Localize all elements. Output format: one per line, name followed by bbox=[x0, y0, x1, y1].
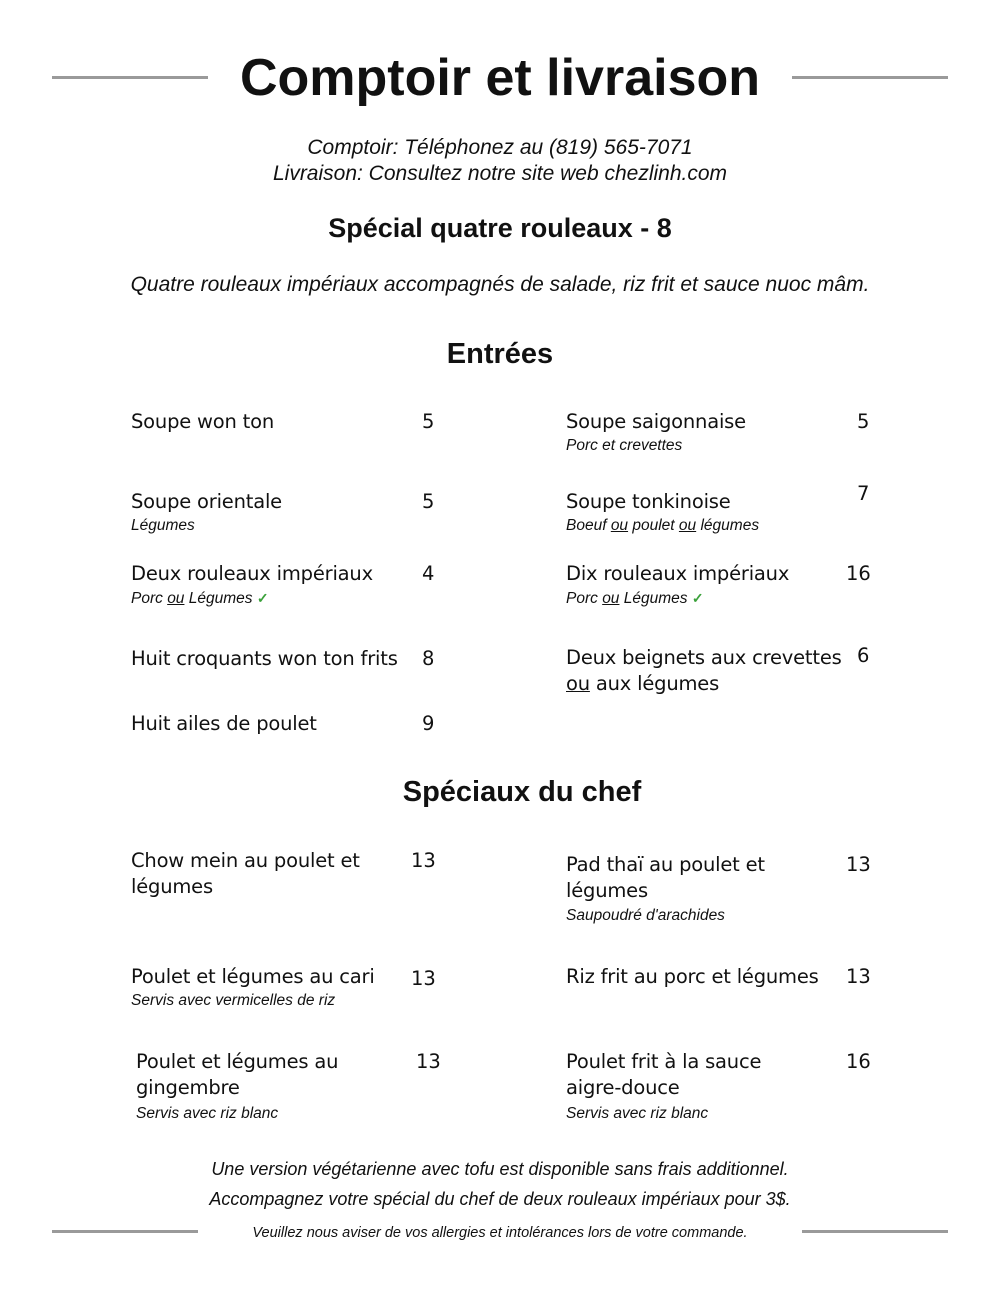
description-part: poulet bbox=[628, 517, 679, 534]
name-line: légumes bbox=[566, 879, 648, 902]
description-part: Porc bbox=[131, 590, 168, 607]
description-part: Légumes bbox=[619, 590, 688, 607]
name-line: gingembre bbox=[136, 1076, 240, 1099]
special-title: Spécial quatre rouleaux - 8 bbox=[328, 213, 672, 243]
menu-item-price: 13 bbox=[416, 1050, 441, 1073]
name-line: Deux beignets aux crevettes bbox=[566, 646, 842, 669]
menu-item-name bbox=[566, 645, 842, 697]
name-line: aigre-douce bbox=[566, 1076, 680, 1099]
entrees-heading: Entrées bbox=[446, 338, 554, 370]
menu-item-name bbox=[566, 852, 765, 904]
footer-vegetarian-note: Une version végétarienne avec tofu est disponible sans frais additionnel. bbox=[211, 1159, 789, 1179]
menu-item-name bbox=[136, 1049, 338, 1101]
menu-item-name: Soupe orientale bbox=[131, 490, 282, 513]
phone-line: Comptoir: Téléphonez au (819) 565-7071 bbox=[307, 136, 693, 159]
menu-item-description bbox=[131, 588, 269, 609]
menu-item-name: Soupe won ton bbox=[131, 410, 275, 433]
description-part: Porc bbox=[566, 590, 603, 607]
menu-item-price: 4 bbox=[422, 562, 435, 585]
menu-item-price: 13 bbox=[846, 965, 871, 988]
menu-item-price: 13 bbox=[411, 849, 436, 872]
name-line: légumes bbox=[131, 875, 213, 898]
vegetarian-leaf-icon: ✓ bbox=[256, 590, 269, 606]
vegetarian-leaf-icon: ✓ bbox=[691, 590, 704, 606]
or-underlined: ou bbox=[610, 517, 629, 534]
or-underlined: ou bbox=[566, 672, 590, 695]
menu-item-description bbox=[566, 516, 759, 536]
name-line: Poulet et légumes au bbox=[136, 1050, 339, 1073]
menu-item-price: 6 bbox=[857, 644, 870, 667]
description-part: légumes bbox=[696, 517, 760, 534]
menu-item-name: Riz frit au porc et légumes bbox=[566, 965, 819, 988]
name-line: Pad thaï au poulet et bbox=[566, 853, 765, 876]
description-part: Légumes bbox=[184, 590, 253, 607]
menu-item-price: 16 bbox=[846, 562, 871, 585]
menu-item-name bbox=[131, 848, 360, 900]
menu-item-description: Servis avec riz blanc bbox=[136, 1105, 279, 1122]
menu-item-name: Deux rouleaux impériaux bbox=[131, 562, 373, 585]
name-line: Chow mein au poulet et bbox=[131, 849, 360, 872]
description-part: Boeuf bbox=[566, 517, 611, 534]
name-line: Poulet frit à la sauce bbox=[566, 1050, 762, 1073]
menu-item-price: 13 bbox=[411, 967, 436, 990]
menu-item-description: Servis avec vermicelles de riz bbox=[131, 992, 336, 1009]
menu-item-description: Saupoudré d'arachides bbox=[566, 907, 725, 924]
footer-addon-note: Accompagnez votre spécial du chef de deux rouleaux impériaux pour 3$. bbox=[209, 1189, 791, 1209]
menu-item-name bbox=[566, 1049, 761, 1101]
allergy-note: Veuillez nous aviser de vos allergies et intolérances lors de votre commande. bbox=[252, 1225, 748, 1241]
menu-item-name: Soupe tonkinoise bbox=[566, 490, 731, 513]
menu-item-name: Poulet et légumes au cari bbox=[131, 965, 375, 988]
menu-item-price: 7 bbox=[857, 482, 870, 505]
menu-item-name: Dix rouleaux impériaux bbox=[566, 562, 790, 585]
name-line: aux légumes bbox=[589, 672, 720, 695]
page-title: Comptoir et livraison bbox=[239, 49, 761, 107]
menu-item-description bbox=[566, 588, 704, 609]
menu-item-price: 13 bbox=[846, 853, 871, 876]
menu-item-price: 5 bbox=[422, 490, 435, 513]
menu-item-price: 16 bbox=[846, 1050, 871, 1073]
or-underlined: ou bbox=[602, 590, 620, 607]
menu-item-price: 8 bbox=[422, 647, 435, 670]
menu-item-description: Servis avec riz blanc bbox=[566, 1105, 709, 1122]
menu-item-name: Soupe saigonnaise bbox=[566, 410, 746, 433]
web-line: Livraison: Consultez notre site web chezlinh.com bbox=[272, 162, 728, 185]
menu-item-price: 5 bbox=[857, 410, 870, 433]
menu-item-description: Légumes bbox=[131, 517, 195, 534]
menu-item-name: Huit croquants won ton frits bbox=[131, 647, 398, 670]
menu-item-price: 9 bbox=[422, 712, 435, 735]
or-underlined: ou bbox=[167, 590, 185, 607]
menu-item-price: 5 bbox=[422, 410, 435, 433]
or-underlined: ou bbox=[678, 517, 697, 534]
chef-heading: Spéciaux du chef bbox=[402, 776, 642, 808]
menu-item-description: Porc et crevettes bbox=[566, 437, 683, 454]
menu-item-name: Huit ailes de poulet bbox=[131, 712, 317, 735]
special-description: Quatre rouleaux impériaux accompagnés de salade, riz frit et sauce nuoc mâm. bbox=[130, 273, 870, 296]
